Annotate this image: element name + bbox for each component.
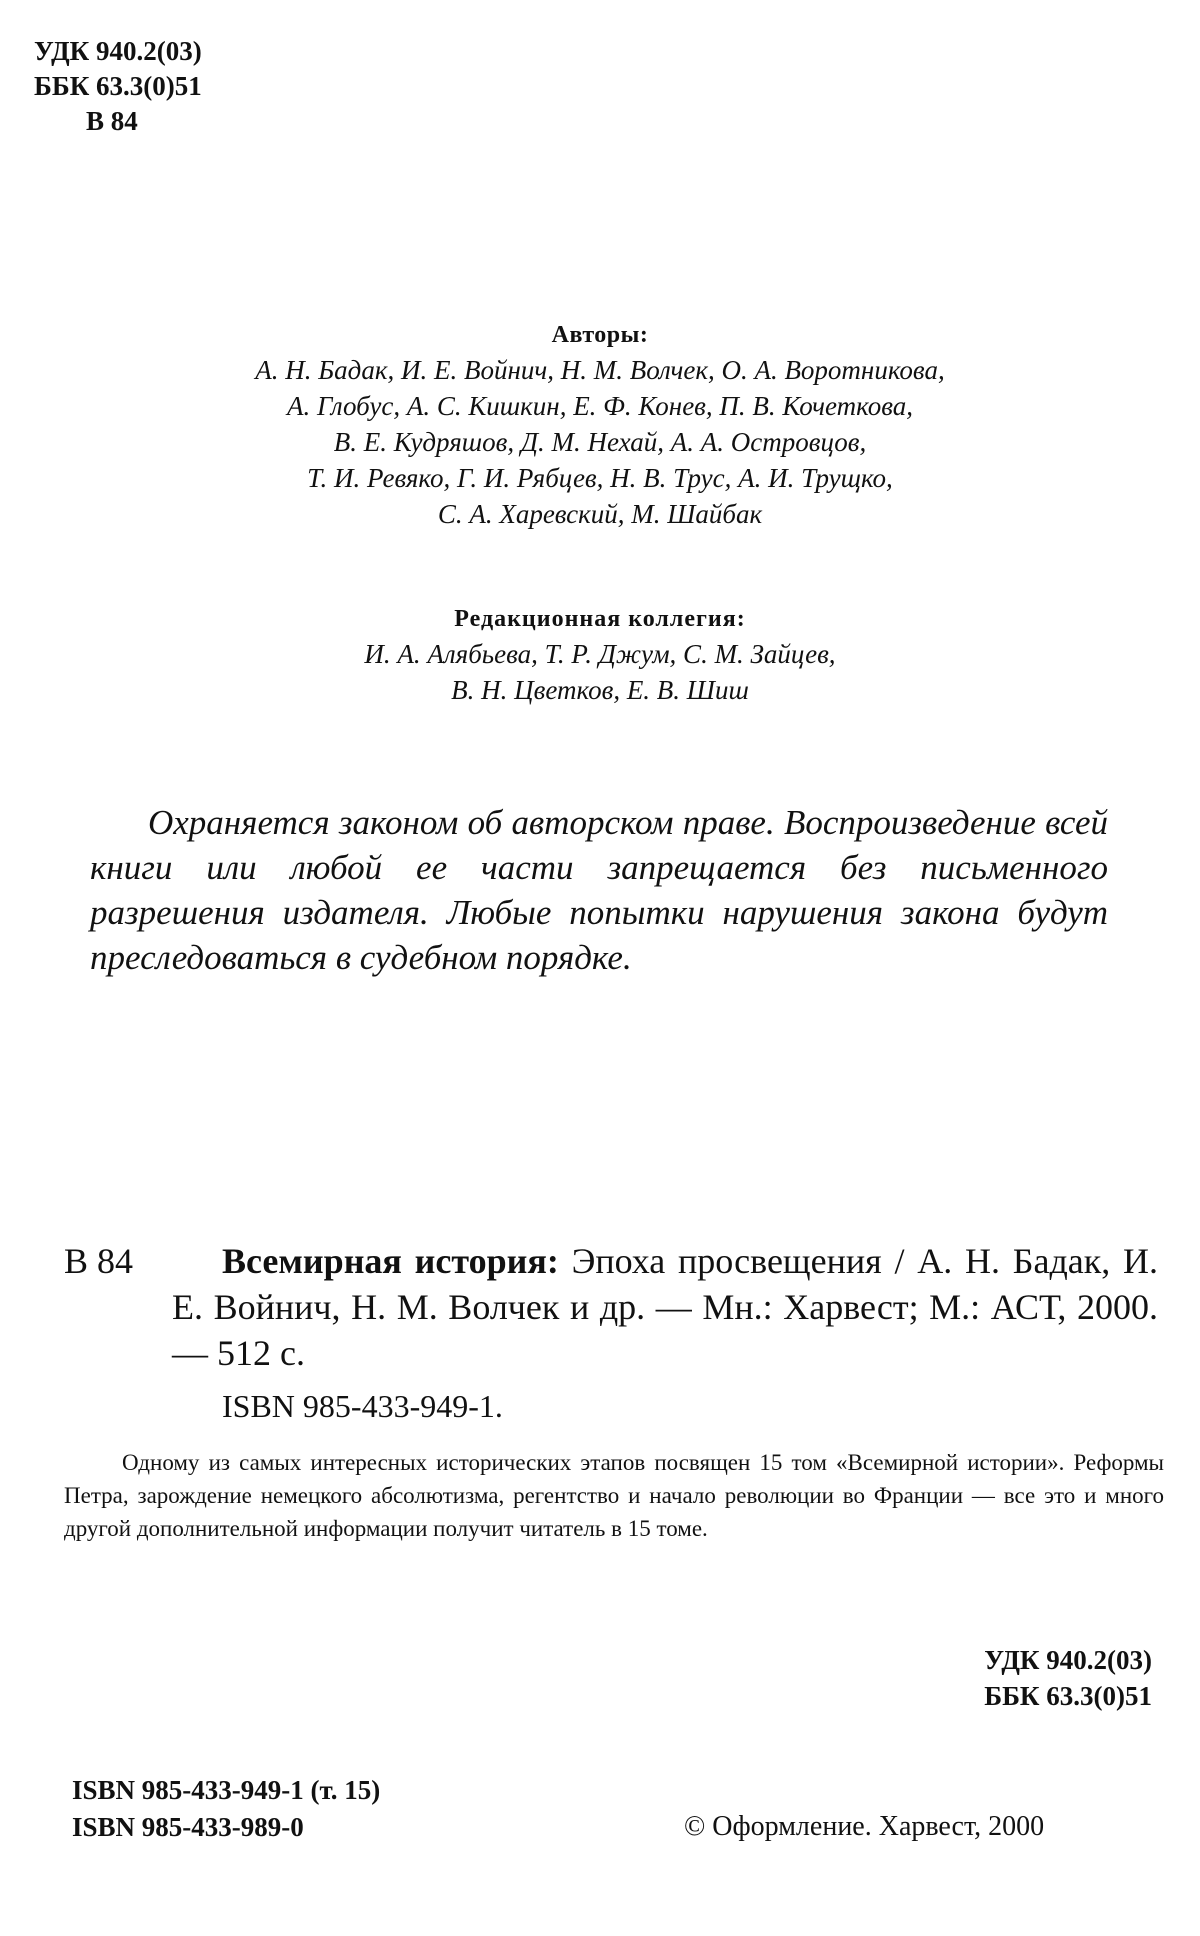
top-classification-codes — [34, 34, 202, 139]
bbk-code: ББК 63.3(0)51 — [34, 71, 202, 101]
editorial-board-block — [0, 602, 1200, 708]
authors-line: В. Е. Кудряшов, Д. М. Нехай, А. А. Островцов, — [333, 427, 867, 457]
author-mark: В 84 — [86, 106, 138, 136]
bottom-classification-codes — [984, 1642, 1152, 1714]
book-details: Эпоха просвещения / А. Н. Бадак, И. Е. Войнич, Н. М. Волчек и др. — Мн.: Харвест; М.: АСТ, 2000. — 512 с. — [172, 1241, 1158, 1373]
authors-line: Т. И. Ревяко, Г. И. Рябцев, Н. В. Трус, А. И. Трущко, — [307, 463, 893, 493]
bibliographic-code: В 84 — [64, 1241, 134, 1281]
design-copyright: © Оформление. Харвест, 2000 — [684, 1811, 1045, 1842]
isbn-volume: ISBN 985-433-949-1 (т. 15) — [72, 1775, 381, 1805]
isbn-series: ISBN 985-433-989-0 — [72, 1812, 304, 1842]
udk-code: УДК 940.2(03) — [984, 1645, 1152, 1675]
editorial-board-heading: Редакционная коллегия: — [454, 606, 746, 632]
authors-line: А. Н. Бадак, И. Е. Войнич, Н. М. Волчек, О. А. Воротникова, — [255, 355, 945, 385]
copyright-notice: Охраняется законом об авторском праве. Воспроизведение всей книги или любой ее части запрещается без письменного разрешения издателя. Любые попытки нарушения закона будут преследоваться в судебном порядке. — [90, 803, 1108, 977]
authors-line: С. А. Харевский, М. Шайбак — [437, 499, 763, 529]
book-title: Всемирная история: — [222, 1241, 559, 1281]
bibliographic-record — [172, 1238, 1158, 1376]
editorial-board-line: В. Н. Цветков, Е. В. Шиш — [451, 675, 749, 705]
bbk-code: ББК 63.3(0)51 — [984, 1681, 1152, 1711]
authors-block — [0, 318, 1200, 532]
authors-line: А. Глобус, А. С. Кишкин, Е. Ф. Конев, П. В. Кочеткова, — [287, 391, 913, 421]
bibliographic-isbn: ISBN 985-433-949-1. — [222, 1388, 503, 1424]
isbn-footer — [72, 1772, 380, 1846]
editorial-board-line: И. А. Алябьева, Т. Р. Джум, С. М. Зайцев, — [364, 639, 836, 669]
annotation: Одному из самых интересных исторических этапов посвящен 15 том «Всемирной истории». Реформы Петра, зарождение немецкого абсолютизма, регентство и начало революции во Франции — все это и много другой дополнительной информации получит читатель в 15 томе. — [64, 1450, 1164, 1541]
udk-code: УДК 940.2(03) — [34, 36, 202, 66]
authors-heading: Авторы: — [551, 322, 649, 348]
